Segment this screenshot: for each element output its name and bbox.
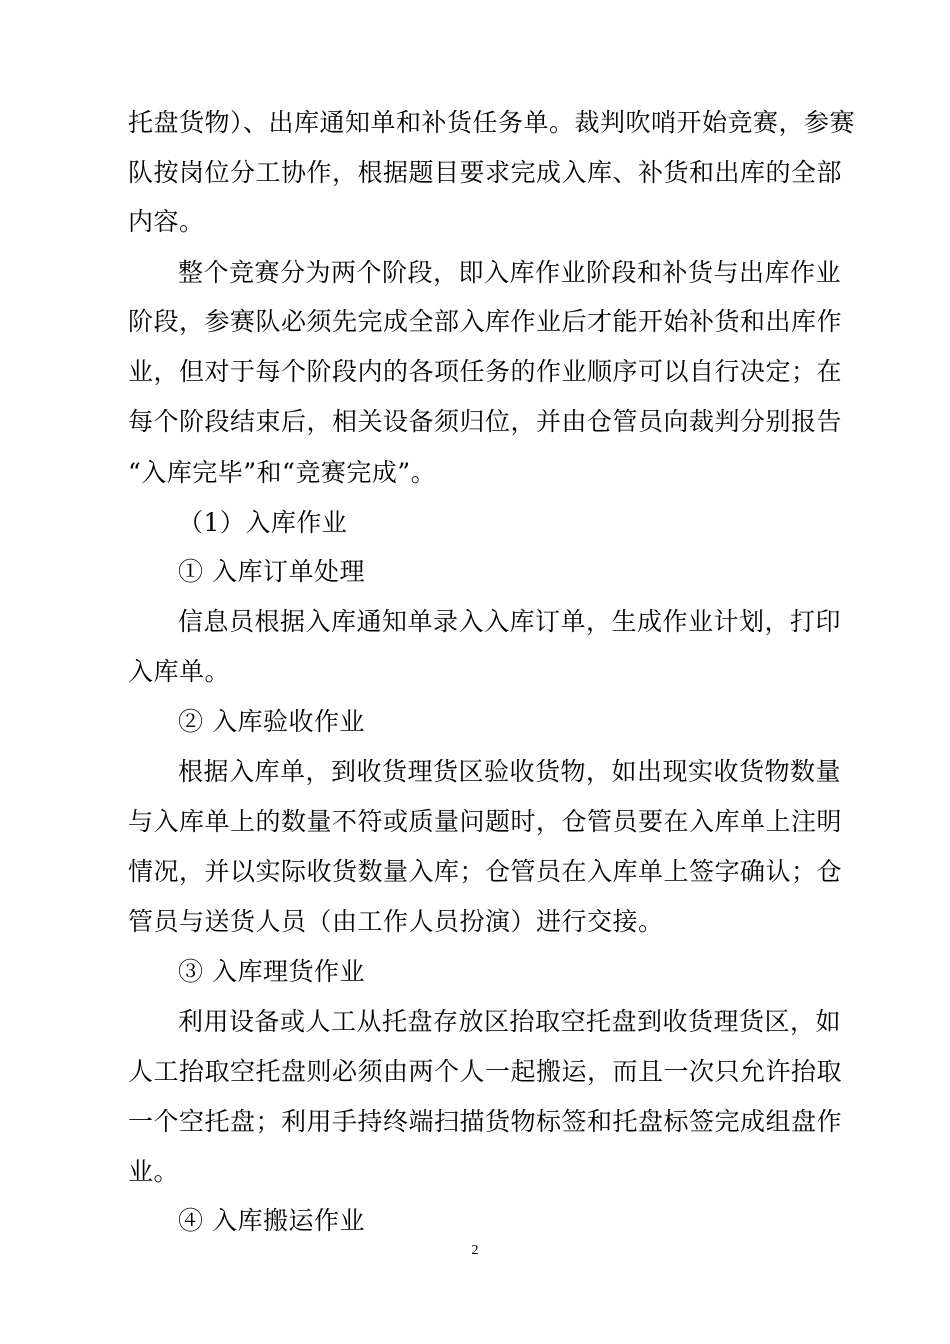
text-line: 管员与送货人员（由工作人员扮演）进行交接。 — [128, 907, 664, 936]
text-line: 情况，并以实际收货数量入库；仓管员在入库单上签字确认；仓 — [128, 857, 843, 886]
text-line: 利用设备或人工从托盘存放区抬取空托盘到收货理货区，如 — [178, 1007, 842, 1036]
text-line: 每个阶段结束后，相关设备须归位，并由仓管员向裁判分别报告 — [128, 407, 843, 436]
text-line: 队按岗位分工协作，根据题目要求完成入库、补货和出库的全部 — [128, 158, 843, 187]
subsection-heading: ② 入库验收作业 — [178, 707, 365, 736]
subsection-heading: ④ 入库搬运作业 — [178, 1206, 365, 1235]
text-line: 人工抬取空托盘则必须由两个人一起搬运，而且一次只允许抬取 — [128, 1057, 843, 1086]
text-line: 入库单。 — [128, 657, 231, 686]
text-line: 信息员根据入库通知单录入入库订单，生成作业计划，打印 — [178, 607, 842, 636]
subsection-heading: ③ 入库理货作业 — [178, 957, 365, 986]
text-line: “入库完毕”和“竞赛完成”。 — [128, 458, 437, 487]
text-line: 业。 — [128, 1157, 180, 1186]
text-line: 阶段，参赛队必须先完成全部入库作业后才能开始补货和出库作 — [128, 307, 843, 336]
section-heading: （1）入库作业 — [178, 508, 348, 537]
text-line: 业，但对于每个阶段内的各项任务的作业顺序可以自行决定；在 — [128, 357, 843, 386]
text-line: 整个竞赛分为两个阶段，即入库作业阶段和补货与出库作业 — [178, 258, 842, 287]
text-line: 一个空托盘；利用手持终端扫描货物标签和托盘标签完成组盘作 — [128, 1107, 843, 1136]
text-line: 根据入库单，到收货理货区验收货物，如出现实收货物数量 — [178, 757, 842, 786]
subsection-heading: ① 入库订单处理 — [178, 557, 365, 586]
page-number: 2 — [471, 1243, 479, 1258]
text-line: 内容。 — [128, 207, 205, 236]
text-line: 托盘货物）、出库通知单和补货任务单。裁判吹哨开始竞赛，参赛 — [128, 108, 856, 137]
text-line: 与入库单上的数量不符或质量问题时，仓管员要在入库单上注明 — [128, 807, 843, 836]
